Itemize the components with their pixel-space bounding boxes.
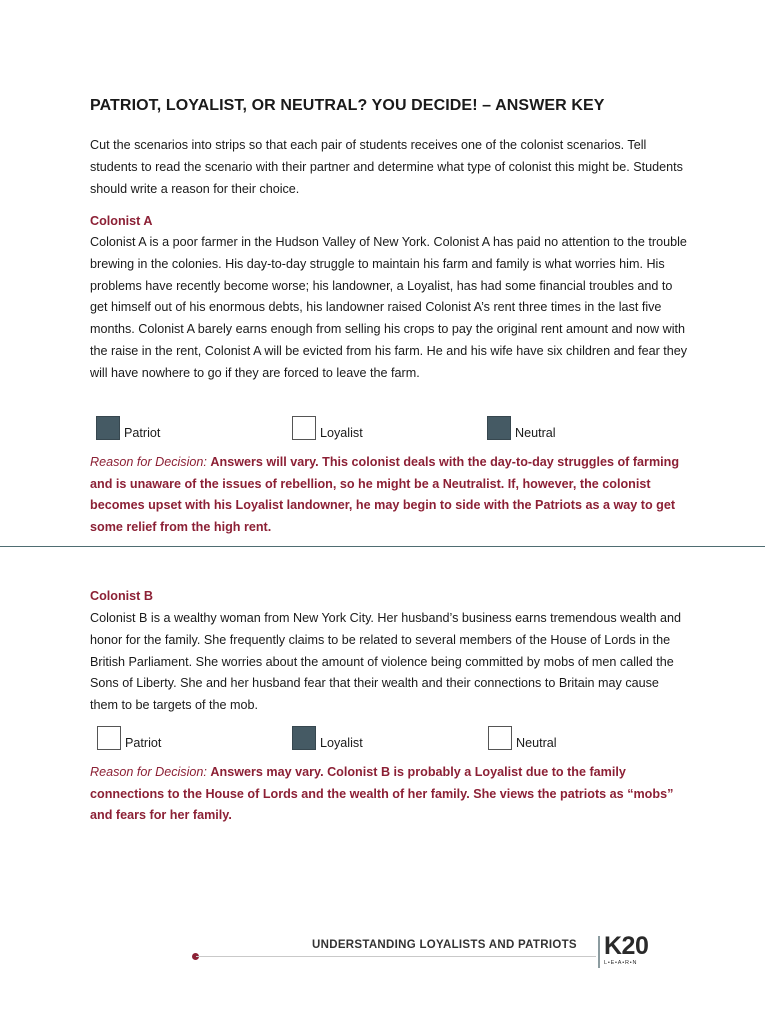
colonist-b-reason: [90, 762, 690, 827]
colonist-a-choice-neutral[interactable]: [487, 416, 556, 440]
cut-divider-line: [0, 546, 765, 547]
colonist-b-choice-patriot[interactable]: [97, 726, 161, 750]
choice-label: Neutral: [516, 736, 557, 750]
footer-separator: [598, 936, 600, 968]
colonist-a-choice-loyalist[interactable]: [292, 416, 363, 440]
checkbox-empty-icon[interactable]: [292, 416, 316, 440]
colonist-b-scenario: Colonist B is a wealthy woman from New York City. Her husband’s business earns tremendous wealth and honor for the family. She frequently claims to be related to several members of the House of Lords in the British Parliament. She worries about the amount of violence being committed by mobs of men called the Sons of Liberty. She and her husband fear that their wealth and their connections to Britain may cause them to be targets of the mob.: [90, 611, 682, 713]
reason-answer: Answers may vary. Colonist B is probably a Loyalist due to the family connections to the House of Lords and the wealth of her family. She views the patriots as “mobs” and fears for her family.: [90, 765, 674, 822]
colonist-a-reason: [90, 452, 690, 538]
choice-label: Patriot: [125, 736, 162, 750]
colonist-a-scenario: Colonist A is a poor farmer in the Hudson Valley of New York. Colonist A has paid no attention to the trouble brewing in the colonies. His day-to-day struggle to maintain his farm and family is what worries him. His problems have recently become worse; his landowner, a Loyalist, has had some financial troubles and to get himself out of his enormous debts, his landowner raised Colonist A’s rent three times in the last five months. Colonist A barely earns enough from selling his crops to pay the original rent amount and now with the raise in the rent, Colonist A will be evicted from his farm. He and his wife have six children and fear they will have nowhere to go if they are forced to leave the farm.: [90, 235, 688, 380]
colonist-a-choice-patriot[interactable]: [96, 416, 160, 440]
reason-prefix: Reason for Decision:: [90, 455, 207, 469]
page-title: PATRIOT, LOYALIST, OR NEUTRAL? YOU DECIDE! – ANSWER KEY: [90, 97, 605, 114]
choice-label: Loyalist: [320, 736, 363, 750]
reason-prefix: Reason for Decision:: [90, 765, 207, 779]
reason-answer: Answers will vary. This colonist deals with the day-to-day struggles of farming and is unaware of the issues of rebellion, so he might be a Neutralist. If, however, the colonist becomes upset with his Loyalist landowner, he may begin to side with the Patriots as a way to get some relief from the high rent.: [90, 455, 680, 534]
colonist-b-heading: Colonist B: [90, 589, 153, 603]
colonist-a-heading: Colonist A: [90, 214, 153, 228]
colonist-b-choice-loyalist[interactable]: [292, 726, 363, 750]
checkbox-empty-icon[interactable]: [97, 726, 121, 750]
choice-label: Neutral: [515, 426, 556, 440]
checkbox-checked-icon[interactable]: [487, 416, 511, 440]
logo-sub-text: L•E•A•R•N: [604, 960, 638, 966]
checkbox-empty-icon[interactable]: [488, 726, 512, 750]
choice-label: Loyalist: [320, 426, 363, 440]
choice-label: Patriot: [124, 426, 161, 440]
checkbox-checked-icon[interactable]: [96, 416, 120, 440]
instructions-paragraph: Cut the scenarios into strips so that each pair of students receives one of the colonist scenarios. Tell students to read the scenario with their partner and determine what type of colonist this might be. Students should write a reason for their choice.: [90, 138, 683, 196]
logo-main-text: K20: [604, 932, 649, 960]
checkbox-checked-icon[interactable]: [292, 726, 316, 750]
colonist-b-choice-neutral[interactable]: [488, 726, 557, 750]
footer-rule: [196, 956, 596, 957]
footer-title: UNDERSTANDING LOYALISTS AND PATRIOTS: [312, 939, 577, 951]
k20-logo: [604, 933, 648, 967]
